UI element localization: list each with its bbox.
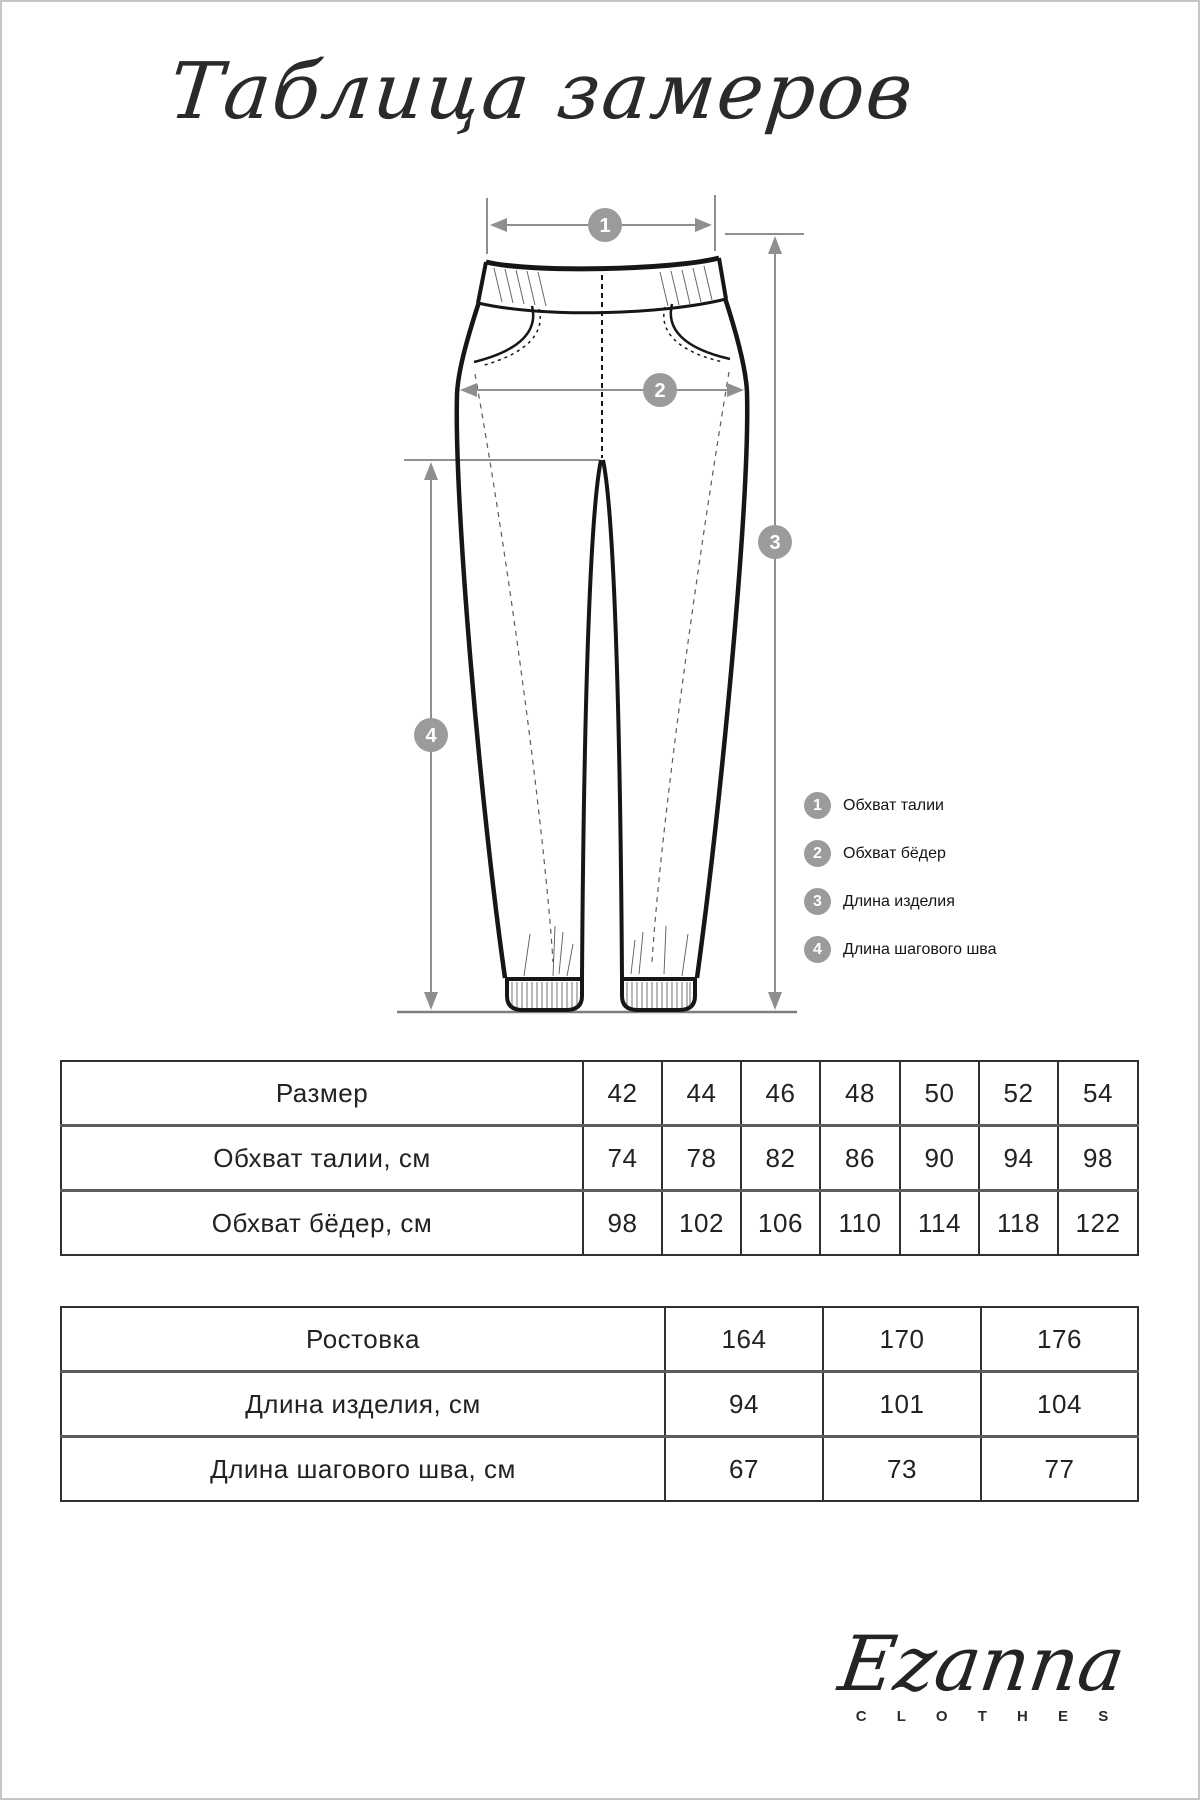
brand-subtitle: C L O T H E S	[855, 1708, 1122, 1725]
measurement-legend	[804, 792, 997, 963]
callout-3: 3	[769, 532, 781, 555]
cell: 77	[981, 1437, 1138, 1502]
legend-item-hips	[804, 840, 997, 867]
cell: 118	[979, 1191, 1058, 1256]
cell: 110	[820, 1191, 900, 1256]
legend-circle-3: 3	[804, 888, 831, 915]
cell: 48	[820, 1061, 900, 1126]
cell: 42	[583, 1061, 662, 1126]
cell: 46	[741, 1061, 820, 1126]
table-row	[61, 1372, 1138, 1437]
legend-label: Обхват талии	[843, 796, 944, 814]
size-table	[60, 1060, 1139, 1256]
cell: 50	[900, 1061, 979, 1126]
table-row	[61, 1437, 1138, 1502]
cell: 98	[1058, 1126, 1138, 1191]
legend-item-length	[804, 888, 997, 915]
row-label: Размер	[275, 1077, 369, 1108]
legend-circle-4: 4	[804, 936, 831, 963]
cell: 102	[662, 1191, 741, 1256]
cell: 74	[583, 1126, 662, 1191]
callout-4: 4	[425, 725, 437, 748]
table-row	[61, 1307, 1138, 1372]
table-row	[61, 1126, 1138, 1191]
row-label: Обхват талии, см	[61, 1126, 583, 1191]
cell: 52	[979, 1061, 1058, 1126]
cell: 67	[665, 1437, 823, 1502]
legend-circle-1: 1	[804, 792, 831, 819]
legend-item-inseam	[804, 936, 997, 963]
row-label: Ростовка	[306, 1323, 420, 1354]
row-label: Длина изделия, см	[61, 1372, 665, 1437]
height-table	[60, 1306, 1139, 1502]
cell: 101	[823, 1372, 981, 1437]
brand-name: Ezanna	[833, 1619, 1131, 1708]
cell: 98	[583, 1191, 662, 1256]
cell: 170	[823, 1307, 981, 1372]
cuffs	[507, 979, 695, 1010]
legend-label: Обхват бёдер	[843, 844, 946, 862]
cell: 94	[665, 1372, 823, 1437]
cell: 90	[900, 1126, 979, 1191]
cell: 54	[1058, 1061, 1138, 1126]
legend-label: Длина шагового шва	[843, 940, 997, 958]
pants-outline	[457, 258, 747, 978]
cell: 106	[741, 1191, 820, 1256]
page-title: Таблица замеров	[165, 47, 919, 137]
cell: 114	[900, 1191, 979, 1256]
callout-1: 1	[599, 215, 611, 238]
callout-2: 2	[654, 380, 666, 403]
cell: 44	[662, 1061, 741, 1126]
left-pocket	[474, 306, 533, 362]
brand-logo	[817, 1619, 1147, 1725]
cell: 122	[1058, 1191, 1138, 1256]
cell: 94	[979, 1126, 1058, 1191]
table-row	[61, 1061, 1138, 1126]
row-label: Обхват бёдер, см	[61, 1191, 583, 1256]
legend-label: Длина изделия	[843, 892, 955, 910]
cell: 82	[741, 1126, 820, 1191]
legend-circle-2: 2	[804, 840, 831, 867]
pants-diagram	[2, 162, 1200, 1042]
row-label: Длина шагового шва, см	[61, 1437, 665, 1502]
table-row	[61, 1191, 1138, 1256]
gather-marks	[524, 926, 688, 976]
cell: 86	[820, 1126, 900, 1191]
cell: 78	[662, 1126, 741, 1191]
right-pocket	[671, 304, 730, 359]
cell: 176	[981, 1307, 1138, 1372]
cell: 104	[981, 1372, 1138, 1437]
cell: 73	[823, 1437, 981, 1502]
legend-item-waist	[804, 792, 997, 819]
cell: 164	[665, 1307, 823, 1372]
